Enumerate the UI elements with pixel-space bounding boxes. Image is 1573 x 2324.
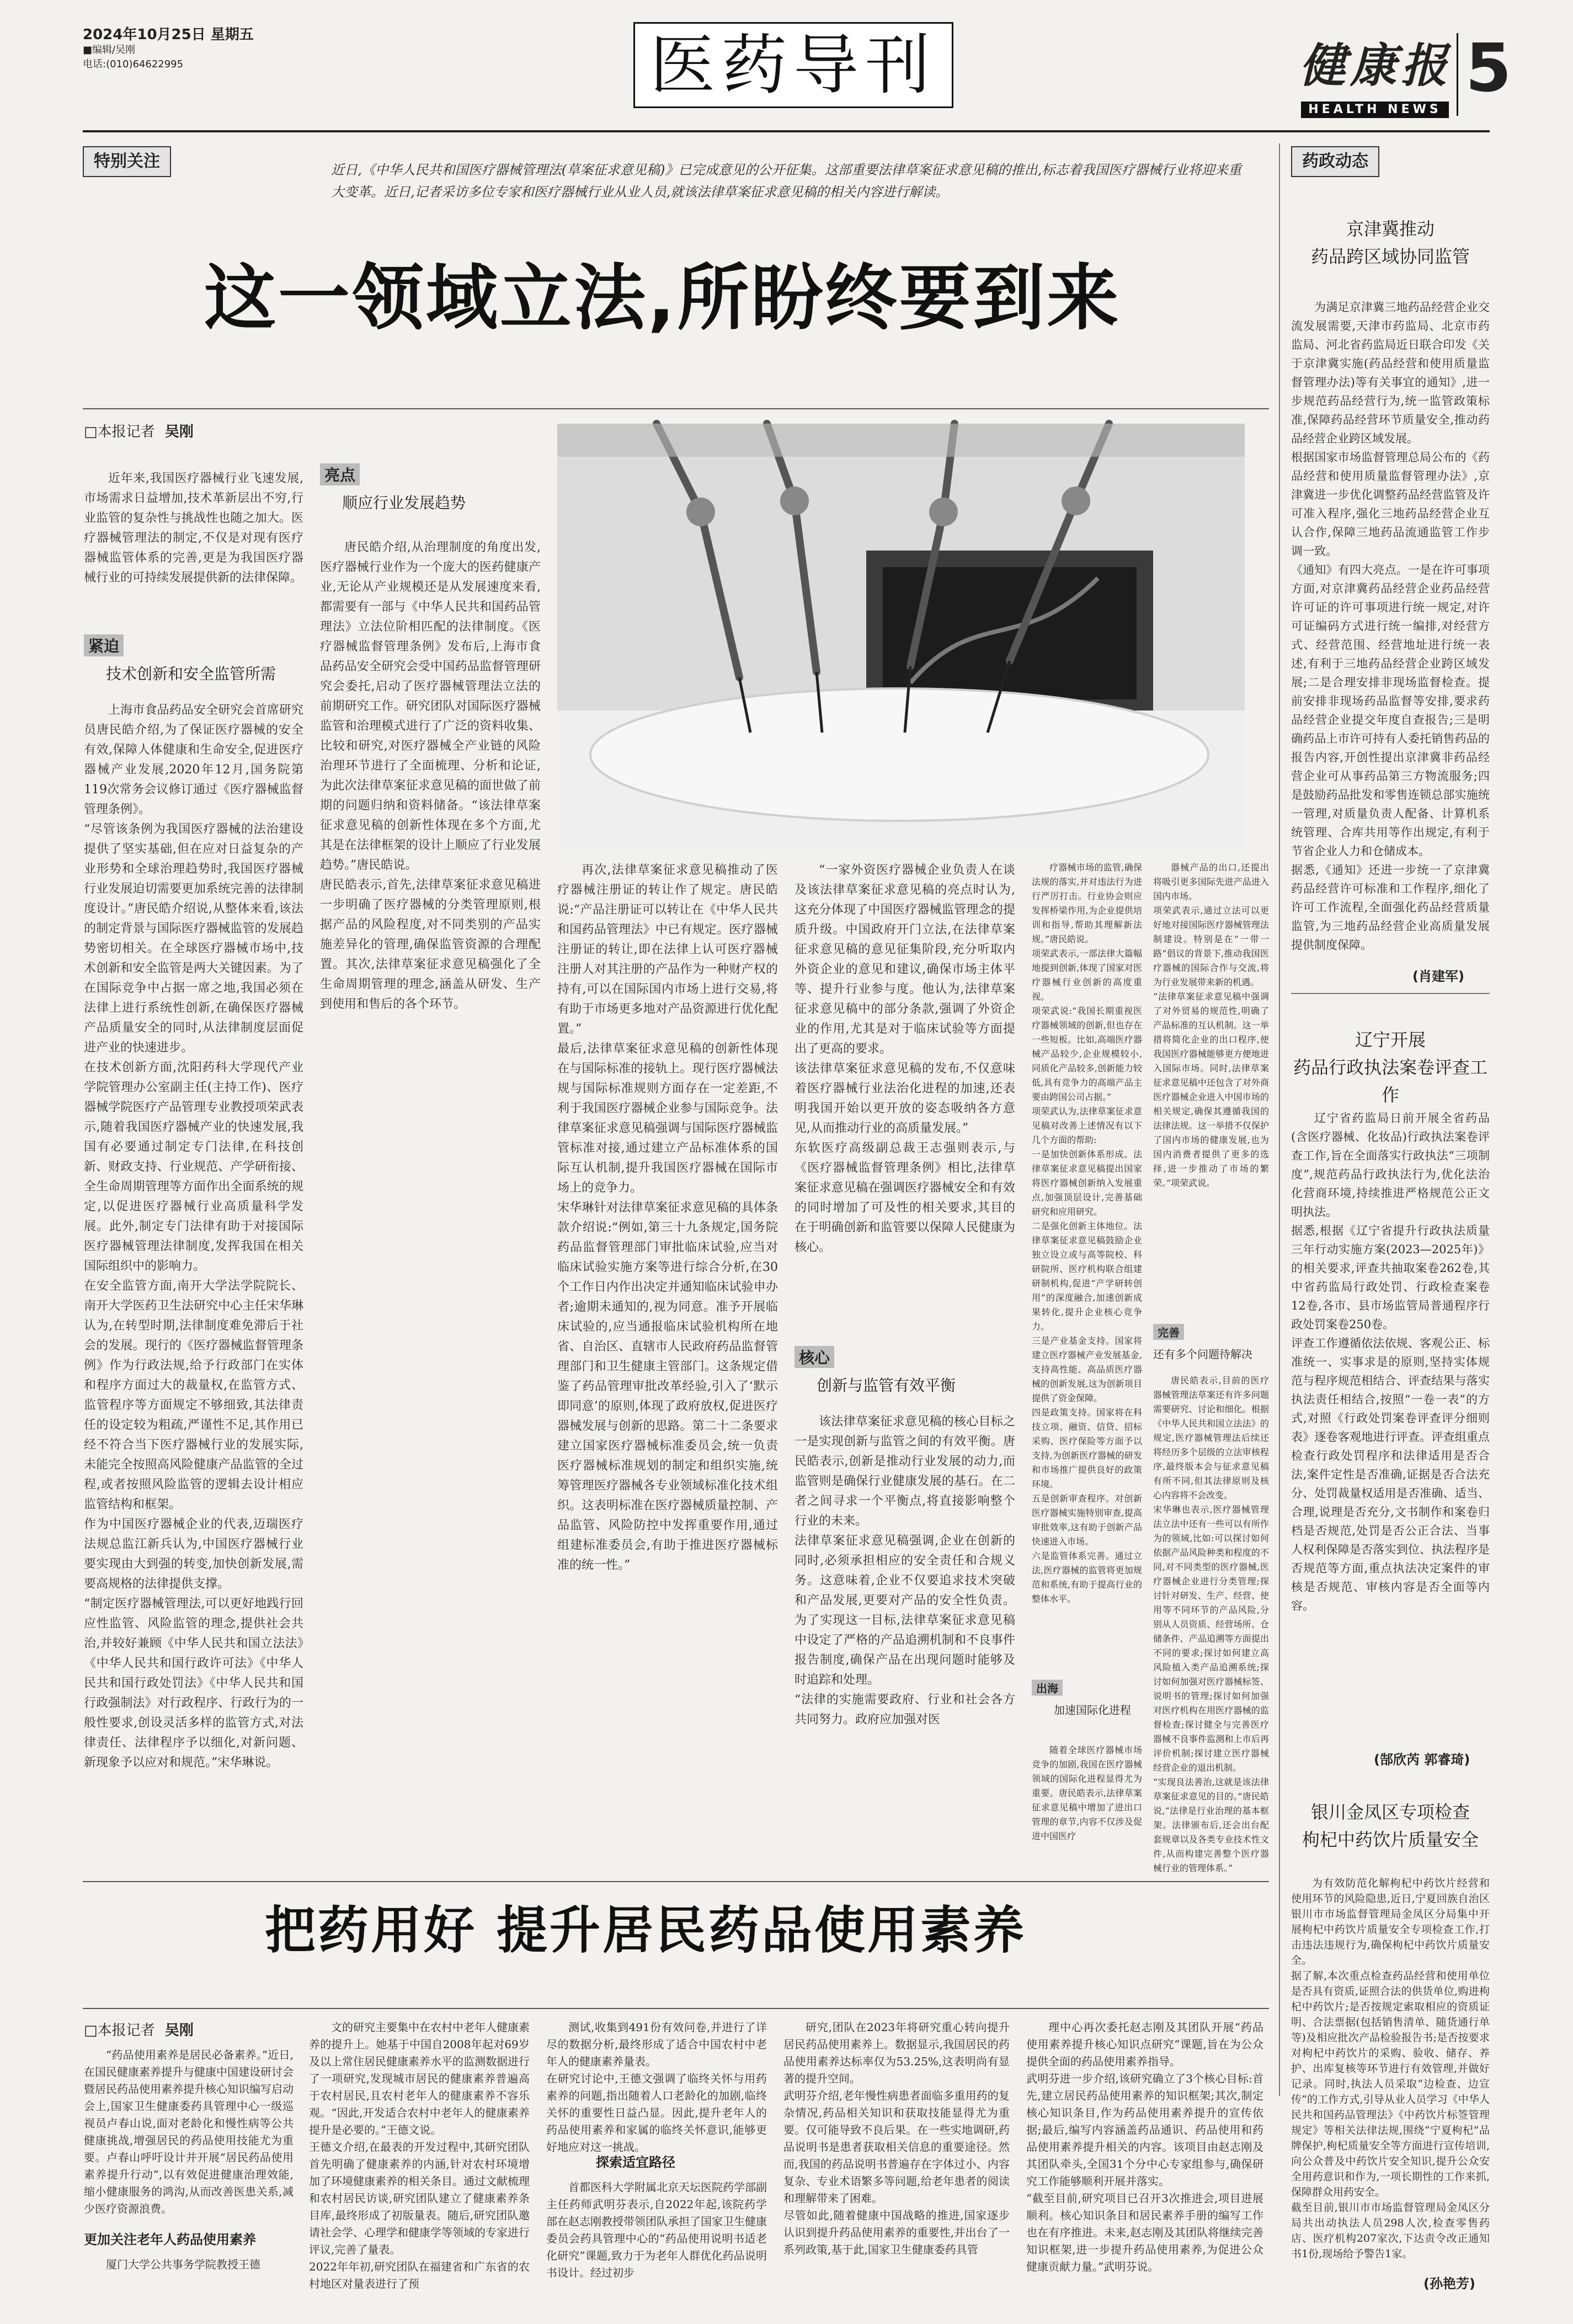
page-number: 5: [1465, 30, 1512, 107]
masthead-editor: ■编辑/吴刚: [83, 44, 136, 56]
page-divider: [1457, 33, 1458, 116]
special-col3-body: 再次,法律草案征求意见稿推动了医疗器械注册证的转让作了规定。唐民皓说:“产品注册证可以转让在《中华人民共和国药品管理法》中已有规定。医疗器械注册证的转让,即在法律上认可医疗器械注册人对其注册的产品作为一种财产权的持有,可以在国际国内市场上进行交易,将有助于市场更多地对产品资源进行优化配置。” 最后,法律草案征求意见稿的创新性体现在与国际标准的接轨上。现行医疗器械法规与国际标准规则方面存在一定差距,不利于我国医疗器械企业参与国际竞争。法律草案征求意见稿强调与国际医疗器械监管标准对接,通过建立产品标准体系的国际互认机制,提升我国医疗器械在国际市场上的竞争力。 宋华琳针对法律草案征求意见稿的具体条款介绍说:“例如,第三十九条规定,国务院药品监督管理部门审批临床试验,应当对临床试验实施方案等进行综合分析,在30个工作日内作出决定并通知临床试验申办者;逾期未通知的,视为同意。准予开展临床试验的,应当通报临床试验机构所在地省、自治区、直辖市人民政府药品监督管理部门和卫生健康主管部门。这条规定借鉴了药品管理审批改革经验,引入了‘默示即同意’的原则,体现了政府放权,促进医疗器械发展与创新的思路。第二十二条要求建立国家医疗器械标准委员会,统一负责医疗器械标准规划的制定和组织实施,统筹管理医疗器械各专业领域标准化技术组织。这表明标准在医疗器械质量控制、产品监管、风险防控中发挥重要作用,通过组建标准委员会,有助于推进医疗器械标准的统一性。”: [557, 863, 778, 1572]
second-col2-body: 文的研究主要集中在农村中老年人健康素养的提升上。她基于中国自2008年起对69岁及以上常住居民健康素养水平的监测数据进行了一项研究,发现城市居民的健康素养普遍高于农村居民,且农村老年人的健康素养不容乐观。“因此,开发适合农村中老年人的健康素养提升是必要的。”王德文说。 王德文介绍,在最表的开发过程中,其研究团队首先明确了健康素养的内涵,针对农村环境增加了环境健康素养的相关条目。通过文献梳理和农村居民访谈,研究团队建立了健康素养条目库,最终形成了初版量表。随后,研究团队邀请社会学、心理学和健康学等领域的专家进行评议,完善了量表。 2022年年初,研究团队在福建省和广东省的农村地区对量表进行了预: [309, 2021, 530, 2290]
headline-rule: [83, 408, 1269, 409]
paper-name-en: HEALTH NEWS: [1301, 101, 1449, 118]
special-sub1-tag: 紧迫: [84, 634, 124, 656]
sidebar-item1-author: (肖建军): [1412, 969, 1464, 984]
special-byline: [84, 420, 194, 441]
second-byline-prefix: □本报记者: [84, 2022, 155, 2039]
special-headline: 这一领域立法,所盼终要到来: [204, 256, 1121, 340]
special-sub2-tag: 亮点: [320, 463, 360, 485]
special-sub1-line: 技术创新和安全监管所需: [106, 665, 276, 683]
sidebar-item2-title: 辽宁开展 药品行政执法案卷评查工作: [1293, 1029, 1487, 1105]
special-col2-body: 唐民皓介绍,从治理制度的角度出发,医疗器械行业作为一个庞大的医药健康产业,无论从产业规模还是从发展速度来看,都需要有一部与《中华人民共和国药品管理法》立法位阶相匹配的法律制度。《医疗器械监督管理条例》发布后,上海市食品药品安全研究会受中国药品监督管理研究会委托,启动了医疗器械管理法立法的前期研究工作。研究团队对国际医疗器械监管和治理模式进行了广泛的资料收集、比较和研究,对医疗器械全产业链的风险治理环节进行了全面梳理、分析和论证,为此次法律草案征求意见稿的面世做了前期的问题归纳和资料储备。“该法律草案征求意见稿的创新性体现在多个方面,尤其是在法律框架的设计上顺应了行业发展趋势。”唐民皓说。 唐民皓表示,首先,法律草案征求意见稿进一步明确了医疗器械的分类管理原则,根据产品的风险程度,对不同类别的产品实施差异化的管理,确保监管资源的合理配置。其次,法律草案征求意见稿强化了全生命周期管理的理念,涵盖从研发、生产到使用和售后的各个环节。: [320, 541, 541, 1011]
second-sub2: 探索适宜路径: [596, 2155, 675, 2170]
special-sub1: [84, 634, 303, 684]
surgical-robot-photo: [557, 424, 1245, 852]
second-col5-body: 理中心再次委托赵志刚及其团队开展“药品使用素养提升核心知识点研究”课题,旨在为公众提供全面的药品使用素养指导。 武明芬进一步介绍,该研究确立了3个核心目标:首先,建立居民药品使用素养的知识框架;其次,制定核心知识条目,作为药品使用素养提升的宣传依据;最后,编写内容涵盖药品通识、药品使用和药品使用素养提升相关的内容。该项目由赵志刚及其团队牵头,全国31个分中心专家组参与,确保研究工作能够顺利开展并落实。 “截至目前,研究项目已召开3次推进会,项目进展顺利。核心知识条目和居民素养手册的编写工作也在有序推进。未来,赵志刚及其团队将继续完善知识框架,进一步提升药品使用素养,为促进公众健康贡献力量。”武明芬说。: [1026, 2021, 1263, 2273]
second-article-rule-top: [83, 1881, 1269, 1882]
section-title-box: [633, 22, 953, 108]
second-byline-name: 吴刚: [164, 2022, 194, 2039]
special-col1-lead: 近年来,我国医疗器械行业飞速发展,市场需求日益增加,技术革新层出不穷,行业监管的复杂性与挑战性也随之加大。医疗器械管理法的制定,不仅是对现有医疗器械监管体系的完善,更是为我国医疗器械行业的可持续发展提供新的法律保障。: [84, 472, 303, 585]
second-sub1: 更加关注老年人药品使用素养: [84, 2232, 256, 2247]
special-sub3-line: 创新与监管有效平衡: [817, 1376, 956, 1395]
paper-name: 健康报: [1299, 38, 1452, 93]
sidebar-item2-text: 辽宁省药监局日前开展全省药品(含医疗器械、化妆品)行政执法案卷评查工作,旨在全面落实行政执法“三项制度”,规范药品行政执法行为,优化法治化营商环境,持续推进严格规范公正文明执法。 据悉,根据《辽宁省提升行政执法质量三年行动实施方案(2023—2025年)》的相关要求,评查共抽取案卷262卷,其中省药监局行政处罚、行政检查案卷12卷,各市、县市场监管局普通程序行政处罚案卷250卷。 评查工作遵循依法依规、客观公正、标准统一、实事求是的原则,坚持实体规范与程序规范相结合、评查结果与落实执法责任相结合,按照“一卷一表”的方式,对照《行政处罚案卷评查评分细则表》逐卷客观地进行评查。评查组重点检查行政处罚程序和法律适用是否合法,案件定性是否准确,证据是否合法充分、处罚裁量权适用是否准确、适当、合理,说理是否充分,文书制作和案卷归档是否规范,处罚是否公正合法、当事人权利保障是否落实到位、执法程序是否规范等方面,重点执法决定案件的审核是否规范、审核内容是否全面等内容。: [1291, 1112, 1490, 1612]
special-col5-body2: 随着全球医疗器械市场竞争的加剧,我国在医疗器械领域的国际化进程显得尤为重要。唐民皓表示,法律草案征求意见稿中增加了进出口管理的章节,内容不仅涉及促进中国医疗: [1032, 1745, 1142, 1841]
second-col1-body2: 厦门大学公共事务学院教授王德: [106, 2258, 260, 2271]
sidebar-rule1: [1291, 993, 1490, 994]
special-col5-body: 疗器械市场的监管,确保法规的落实,并对违法行为进行严厉打击。行业协会则应发挥桥梁作用,为企业提供培训和指导,帮助其理解新法规。”唐民皓说。 项荣武表示,一部法律大篇幅地提到创新,体现了国家对医疗器械行业创新的高度重视。 项荣武说:“我国长期重视医疗器械领域的创新,但也存在一些短板。比如,高端医疗器械产品较少,企业规模较小,同质化产品较多,创新能力较低,具有竞争力的高端产品主要由跨国公司占据。” 项荣武认为,法律草案征求意见稿对改善上述情况有以下几个方面的帮助: 一是加快创新体系形成。法律草案征求意见稿提出国家将医疗器械创新纳入发展重点,加强顶层设计,完善基础研究和应用研究。 二是强化创新主体地位。法律草案征求意见稿鼓励企业独立设立或与高等院校、科研院所、医疗机构联合组建研制机构,促进“产学研转创用”的深度融合,加速创新成果转化,提升企业核心竞争力。 三是产业基金支持。国家将建立医疗器械产业发展基金,支持高性能、高品质医疗器械的创新发展,这为创新项目提供了资金保障。 四是政策支持。国家将在科技立项、融资、信贷、招标采购、医疗保险等方面予以支持,为创新医疗器械的研发和市场推广提供良好的政策环境。 五是创新审查程序。对创新医疗器械实施特别审查,提高审批效率,这有助于创新产品快速进入市场。 六是监管体系完善。通过立法,医疗器械的监管将更加规范和系统,有助于提高行业的整体水平。: [1032, 862, 1142, 1604]
masthead-date: 2024年10月25日 星期五: [83, 26, 254, 43]
second-col3-body: 测试,收集到491份有效问卷,并进行了详尽的数据分析,最终形成了适合中国农村中老年人的健康素养量表。 在研究讨论中,王德文强调了临终关怀与用药素养的问题,指出随着人口老龄化的加剧,临终关怀的重要性日益凸显。因此,提升老年人的药品使用素养和家属的临终关怀意识,能够更好地应对这一挑战。: [546, 2021, 767, 2154]
special-col4-body2: 该法律草案征求意见稿的核心目标之一是实现创新与监管之间的有效平衡。唐民皓表示,创新是推动行业发展的动力,而监管则是确保行业健康发展的基石。在二者之间寻求一个平衡点,将直接影响整个行业的未来。 法律草案征求意见稿强调,企业在创新的同时,必须承担相应的安全责任和合规义务。这意味着,企业不仅要追求技术突破和产品发展,更要对产品的安全性负责。为了实现这一目标,法律草案征求意见稿中设定了严格的产品追溯机制和不良事件报告制度,确保产品在出现问题时能够及时追踪和处理。 “法律的实施需要政府、行业和社会各方共同努力。政府应加强对医: [795, 1415, 1015, 1727]
sidebar-item3-text: 为有效防范化解枸杞中药饮片经营和使用环节的风险隐患,近日,宁夏回族自治区银川市市场监督管理局金凤区分局集中开展枸杞中药饮片质量安全专项检查工作,打击违法违规行为,确保枸杞中药饮片质量安全。 据了解,本次重点检查药品经营和使用单位是否具有资质,证照合法的供货单位,购进枸杞中药饮片;是否按规定索取相应的资质证明、合法票据(包括销售清单、随货通行单等)及相应批次产品检验报告书;是否按要求对枸杞中药饮片的采购、验收、储存、养护、出库复核等环节进行有效管理,并做好记录。同时,执法人员采取“边检查、边宣传”的工作方式,引导从业人员学习《中华人民共和国药品管理法》《中药饮片标签管理规定》等相关法律法规,围绕“宁夏枸杞”品牌保护,枸杞质量安全等方面进行宣传培训,向公众普及中药饮片安全知识,提升公众安全用药意识和作为,一项长期性的工作来抓,保障群众用药安全。 截至目前,银川市市场监督管理局金凤区分局共出动执法人员298人次,检查零售药店、医疗机构207家次,下达责令改正通知书1份,现场给予警告1家。: [1291, 1877, 1490, 2260]
special-col4-body: “一家外资医疗器械企业负责人在谈及该法律草案征求意见稿的亮点时认为,这充分体现了中国医疗器械监管理念的提质升级。中国政府开门立法,在法律草案征求意见稿的意见征集阶段,充分听取内外资企业的意见和建议,确保市场主体平等、提升行业参与度。他认为,法律草案征求意见稿中的部分条款,强调了外资企业的作用,尤其是对于临床试验等方面提出了更高的要求。 该法律草案征求意见稿的发布,不仅意味着医疗器械行业法治化进程的加速,还表明我国开始以更开放的姿态吸纳各方意见,从而推动行业的高质量发展。” 东软医疗高级副总裁王志强则表示,与《医疗器械监督管理条例》相比,法律草案征求意见稿在强调医疗器械安全和有效的同时增加了可及性的相关要求,其目的在于明确创新和监管要以保障人民健康为核心。: [795, 863, 1015, 1254]
special-col6-body: 器械产品的出口,还提出将吸引更多国际先进产品进入国内市场。 项荣武表示,通过立法可以更好地对接国际医疗器械管理法制建设。特别是在“一带一路”倡议的背景下,推动我国医疗器械的国际合作与交流,将为行业发展带来新的机遇。 “法律草案征求意见稿中强调了对外贸易的规范性,明确了产品标准的互认机制。这一举措将简化企业的出口程序,使我国医疗器械能够更方便地进入国际市场。同时,法律草案征求意见稿中还包含了对外商医疗器械企业进入中国市场的相关规定,确保其遵循我国的法律法规。这一举措不仅保护了国内市场的健康发展,也为国内消费者提供了更多的选择,进一步推动了市场的繁荣。”项荣武说。: [1153, 862, 1269, 1188]
masthead-rule: [83, 130, 1490, 132]
special-sub4-tag: 出海: [1032, 1680, 1063, 1696]
special-col1-body: 上海市食品药品安全研究会首席研究员唐民皓介绍,为了保证医疗器械的安全有效,保障人体健康和生命安全,促进医疗器械产业发展,2020年12月,国务院第119次常务会议修订通过《医疗器械监督管理条例》。 “尽管该条例为我国医疗器械的法治建设提供了坚实基础,但在应对日益复杂的产业形势和全球治理趋势时,我国医疗器械行业发展迫切需要更加系统完善的法律制度设计。”唐民皓介绍说,从整体来看,该法的制定背景与国际医疗器械监管的发展趋势密切相关。在全球医疗器械市场中,技术创新和安全监管是两大关键因素。为了在国际竞争中占据一席之地,我国必须在法律上进行系统性创新,在确保医疗器械产品质量安全的同时,从法律制度层面促进产业的快速进步。 在技术创新方面,沈阳药科大学现代产业学院管理办公室副主任(主持工作)、医疗器械学院医疗产品管理专业教授项荣武表示,随着我国医疗器械产业的快速发展,我国有必要通过制定专门法律,在科技创新、财政支持、行业规范、产学研衔接、全生命周期管理等方面作出全面系统的规定,以促进医疗器械行业高质量科学发展。此外,制定专门法律有助于对接国际医疗器械管理法律制度,发挥我国在相关国际组织中的影响力。 在安全监管方面,南开大学法学院院长、南开大学医药卫生法研究中心主任宋华琳认为,在转型时期,法律制度难免滞后于社会的发展。现行的《医疗器械监督管理条例》作为行政法规,给予行政部门在实体和程序方面过大的裁量权,在监管方式、监管程序等方面规定不够细致,其法律责任的设定较为粗疏,严谨性不足,其作用已经不符合当下医疗器械行业的发展实际,未能完全按照高风险健康产品监管的全过程,或者按照风险监管的逻辑去设计相应监管结构和框架。 作为中国医疗器械企业的代表,迈瑞医疗法规总监江新兵认为,中国医疗器械行业要实现由大到强的转变,加快创新发展,需要高规格的法律提供支撑。 “制定医疗器械管理法,可以更好地践行回应性监管、风险监管的理念,提供社会共治,并较好兼顾《中华人民共和国立法法》《中华人民共和国行政许可法》《中华人民共和国行政处罚法》《中华人民共和国行政强制法》对行政程序、行政行为的一般性要求,创设灵活多样的监管方式,对法律责任、法律程序予以细化,对新问题、新现象予以应对和规范。”宋华琳说。: [84, 703, 303, 1770]
sidebar-divider: [1279, 143, 1280, 2096]
special-focus-tag: 特别关注: [83, 146, 171, 177]
second-byline: [84, 2019, 194, 2039]
special-byline-name: 吴刚: [164, 424, 194, 440]
second-col4-body: 研究,团队在2023年将研究重心转向提升居民药品使用素养上。数据显示,我国居民的药品使用素养达标率仅为53.25%,这表明尚有显著的提升空间。 武明芬介绍,老年慢性病患者面临多重用药的复杂情况,药品相关知识和获取技能显得尤为重要。仅可能导致不良后果。在一些实地调研,药品说明书是患者获取相关信息的重要途径。然而,我国的药品说明书普遍存在字体过小、内容复杂、专业术语繁多等问题,给老年患者的阅读和理解带来了困难。 尽管如此,随着健康中国战略的推进,国家逐步认识到提升药品使用素养的重要性,并出台了一系列政策,基于此,国家卫生健康委药具管: [783, 2021, 1010, 2256]
section-title: 医药导刊: [649, 27, 937, 103]
special-sub4-line: 加速国际化进程: [1054, 1703, 1131, 1717]
special-sub2-line: 顺应行业发展趋势: [342, 494, 466, 512]
special-byline-prefix: □本报记者: [84, 424, 155, 440]
special-intro: 近日,《中华人民共和国医疗器械管理法(草案征求意见稿)》已完成意见的公开征集。这部重要法律草案征求意见稿的推出,标志着我国医疗器械行业将迎来重大变革。近日,记者采访多位专家和医疗器械行业从业人员,就该法律草案征求意见稿的相关内容进行解读。: [331, 162, 1241, 200]
special-sub5-tag: 完善: [1153, 1324, 1184, 1340]
sidebar-item1-title: 京津冀推动 药品跨区域协同监管: [1310, 218, 1470, 267]
second-headline-rule: [83, 2008, 1269, 2009]
sidebar-tag: 药政动态: [1291, 146, 1379, 177]
sidebar-item3-title: 银川金凤区专项检查 枸杞中药饮片质量安全: [1302, 1802, 1479, 1850]
special-sub5-line: 还有多个问题待解决: [1153, 1348, 1252, 1361]
sidebar-item1-text: 为满足京津冀三地药品经营企业交流发展需要,天津市药监局、北京市药监局、河北省药监局近日联合印发《关于京津冀实施(药品经营和使用质量监督管理办法)等有关事宜的通知》,进一步规范药品经营行为,统一监管政策标准,保障药品经营环节质量安全,推动药品经营企业跨区域发展。 根据国家市场监督管理总局公布的《药品经营和使用质量监督管理办法》,京津冀进一步优化调整药品经营监管及许可准入程序,强化三地药品经营企业互认合作,保障三地药品流通监管工作步调一致。 《通知》有四大亮点。一是在许可事项方面,对京津冀药品经营企业药品经营许可证的许可事项进行统一规定,对许可证编码方式进行统一编排,对经营方式、经营范围、经营地址进行统一表述,有利于三地药品经营企业跨区域发展;二是合理安排非现场监督检查。提前安排非现场药品监督等安排,要求药品经营企业提交年度自查报告;三是明确药品上市许可持有人委托销售药品的报告内容,开创性提出京津冀非药品经营企业可从事药品第三方物流服务;四是鼓励药品批发和零售连锁总部实施统一管理,对质量负责人配备、计算机系统管理、合库共用等作出规定,有利于节省企业人力和仓储成本。 据悉,《通知》还进一步统一了京津冀药品经营许可标准和工作程序,细化了许可工作流程,全面强化药品经营质量监管,为三地药品经营企业高质量发展提供制度保障。: [1291, 301, 1490, 952]
sidebar-item3-author: (孙艳芳): [1423, 2276, 1475, 2291]
second-headline: 把药用好 提升居民药品使用素养: [265, 1901, 1027, 1960]
second-col1-body: “药品使用素养是居民必备素养。”近日,在国民健康素养提升与健康中国建设研讨会暨居民药品使用素养提升核心知识编写启动会上,国家卫生健康委药具管理中心一级巡视员卢春山说,面对老龄化和慢性病等公共健康挑战,增强居民的药品使用技能尤为重要。卢春山呼吁设计并开展“居民药品使用素养提升行动”,以有效促进健康治理效能,缩小健康服务的鸿沟,从而改善医患关系,减少医疗资源浪费。: [84, 2048, 294, 2215]
special-sub3: [795, 1346, 1015, 1396]
special-sub5: [1153, 1324, 1269, 1361]
special-sub4: [1032, 1680, 1142, 1717]
masthead-phone: 电话:(010)64622995: [83, 58, 184, 70]
second-col3-body2: 首都医科大学附属北京天坛医院药学部副主任药师武明芬表示,自2022年起,该院药学部在赵志刚教授带领团队承担了国家卫生健康委员会药具管理中心的“药品使用说明书适老化研究”课题,致力于为老年人群优化药品说明书设计。经过初步: [546, 2181, 767, 2279]
special-col6-body2: 唐民皓表示,目前的医疗器械管理法草案还有许多问题需要研究、讨论和细化。根据《中华人民共和国立法法》的规定,医疗器械管理法后续还将经历多个层级的立法审核程序,最终版本会与征求意见稿有所不同,但其法律原则及核心内容将不会改变。 宋华琳也表示,医疗器械管理法立法中还有一些可以有所作为的领域,比如:可以探讨如何依据产品风险种类和程度的不同,对不同类型的医疗器械,医疗器械企业进行分类管理;探讨针对研发、生产、经营、使用等不同环节的产品风险,分别从人员资质、经营场所、仓储条件、产品追溯等方面提出不同的要求;探讨如何建立高风险植入类产品追溯系统;探讨如何加强对医疗器械标签、说明书的管理;探讨如何加强对医疗机构在用医疗器械的监督检查;探讨健全与完善医疗器械不良事件监测和上市后再评价机制;探讨建立医疗器械经营企业的退出机制。 “实现良法善治,这就是该法律草案征求意见的目的。”唐民皓说,“法律是行业治理的基本框架。法律颁布后,还会出台配套规章以及各类专业技术性文件,从而构建完善整个医疗器械行业的管理体系。”: [1153, 1375, 1269, 1873]
special-sub2: [320, 463, 541, 513]
special-sub3-tag: 核心: [795, 1346, 834, 1368]
sidebar-item2-author: (郜欣芮 郭睿琦): [1374, 1752, 1470, 1767]
surgical-robot-illustration: [557, 424, 1245, 852]
